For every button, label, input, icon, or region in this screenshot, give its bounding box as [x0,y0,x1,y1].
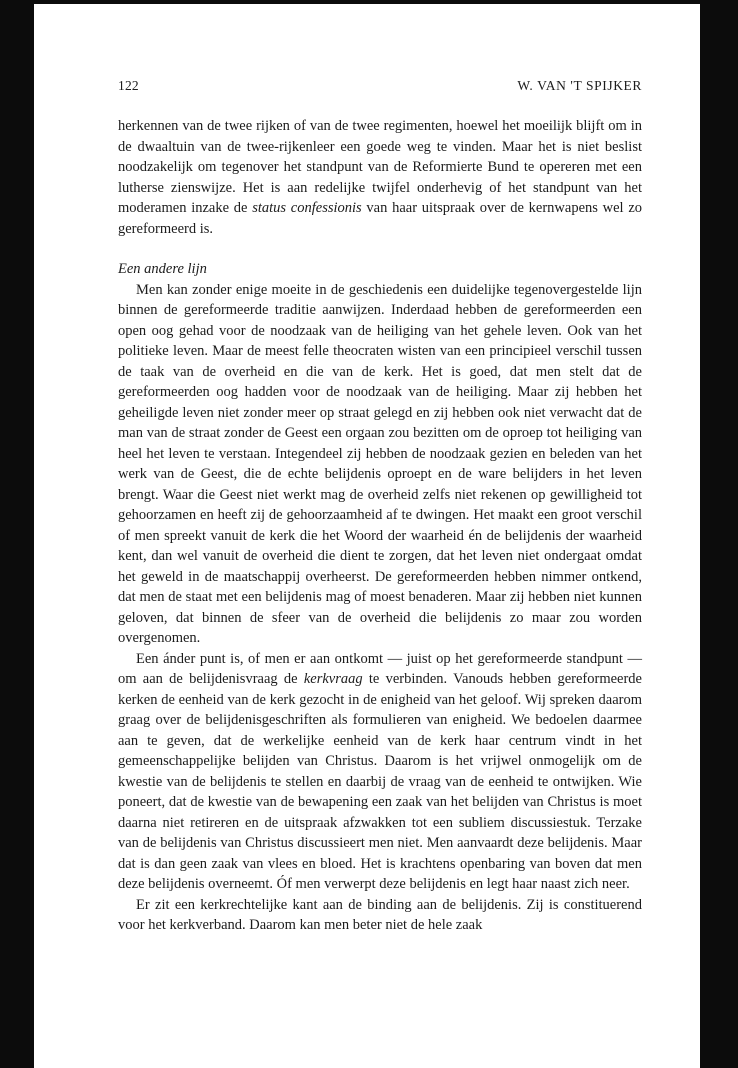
running-head [118,78,642,94]
paragraph: Er zit een kerkrechtelijke kant aan de binding aan de belijdenis. Zij is constituerend voor het kerkverband. Daarom kan men beter niet de hele zaak [118,896,642,933]
body-text [118,116,642,936]
paragraph-text: van haar uitspraak over de kernwapens wel zo gereformeerd is. [118,200,643,237]
italic-term: kerkvraag [303,671,363,687]
running-head-author: W. VAN 'T SPIJKER [517,78,642,93]
paragraph-text: herkennen van de twee rijken of van de twee regimenten, hoewel het moeilijk blijft om in de dwaaltuin van de twee-rijkenleer een goede weg te vinden. Maar het is niet beslist noodzakelijk om tegenover het standpunt van de Reformierte Bund te opereren met een lutherse zienswijze. Het is aan redelijke twijfel onderhevig of het standpunt van het moderamen inzake de [118,118,642,216]
page-number: 122 [118,78,139,93]
paragraph [118,649,642,895]
paragraph-text: Een ánder punt is, of men er aan ontkomt — juist op het gereformeerde standpunt — om aan de belijdenisvraag de [118,650,642,687]
book-page [118,78,642,936]
italic-term: status confessionis [252,200,362,216]
paragraph: Men kan zonder enige moeite in de geschiedenis een duidelijke tegenovergestelde lijn binnen de gereformeerde traditie aanwijzen. Inderdaad hebben de gereformeerden een open oog gehad voor de noodzaak van de heiliging van het gehele leven. Ook van het politieke leven. Maar de meest felle theocraten wisten van een principieel verschil tussen de taak van de overheid en die van de kerk. Het is goed, dat men stelt dat de gereformeerden oog hadden voor de noodzaak van de heiliging. Maar zij hebben het geheiligde leven niet zonder meer op straat gelegd en zij hebben ook niet verwacht dat de man van de straat zonder de Geest een orgaan zou bezitten om de oproep tot heiliging van heel het leven te verstaan. Integendeel zij hebben de noodzaak gezien en beleden van het werk van de Geest, die de echte belijdenis oproept en de ware belijders in het leven brengt. Waar die Geest niet werkt mag de overheid zelfs niet rekenen op gewilligheid tot gehoorzamen en heeft zij de gehoorzaamheid af te dwingen. Het maakt een groot verschil of men spreekt vanuit de kerk die het Woord der waarheid én de belijdenis der waarheid kent, dan wel vanuit de overheid die dient te zorgen, dat het leven niet ondergaat omdat het geweld in de maatschappij overheerst. De gereformeerden hebben nimmer ontkend, dat men de staat met een belijdenis mag of moest benaderen. Maar zij hebben niet kunnen geloven, dat binnen de sfeer van de overheid die belijdenis zo maar zou worden overgenomen. [118,281,642,646]
section-heading: Een andere lijn [118,261,207,277]
paragraph-text: te verbinden. Vanouds hebben gereformeerde kerken de eenheid van de kerk gezocht in de enigheid van het geloof. Wij spreken daarom graag over de belijdenisgeschriften als formulieren van enigheid. We bedoelen daarmee aan te geven, dat de werkelijke eenheid van de kerk haar centrum vindt in het gemeenschappelijke belijden van Christus. Daarom is het vrijwel onmogelijk om de kwestie van de belijdenis te stellen en daarbij de vraag van de eenheid te ontwijken. Wie poneert, dat de kwestie van de bewapening een zaak van het belijden van Christus is moet daarna niet retireren en de uitspraak afzwakken tot een subliem discussiestuk. Terzake van de belijdenis van Christus discussieert men niet. Men aanvaardt deze belijdenis. Maar dat is dan geen zaak van vlees en bloed. Het is krachtens openbaring van boven dat men deze belijdenis overneemt. Óf men verwerpt deze belijdenis en legt haar naast zich neer. [118,671,642,892]
paragraph-continuation [118,116,642,239]
